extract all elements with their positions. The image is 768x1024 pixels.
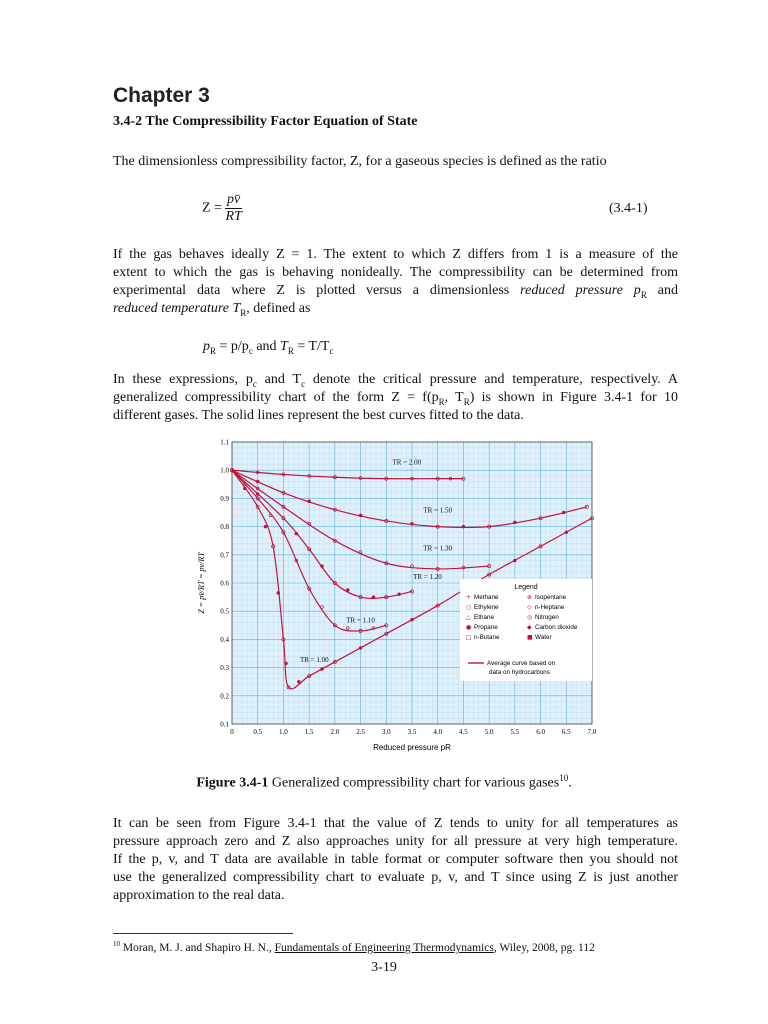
data-point	[562, 511, 565, 514]
x-tick-label: 7.0	[587, 728, 597, 736]
legend-item: n-Butane	[474, 634, 500, 641]
data-point	[297, 680, 300, 683]
data-point	[411, 618, 414, 621]
footnote-rule	[113, 933, 293, 934]
equation-3-4-1	[202, 192, 242, 225]
data-point	[398, 593, 401, 596]
data-point	[359, 514, 362, 517]
paragraph-2	[113, 246, 678, 318]
y-axis-label: Z = pv̄/RT = pv/RT	[197, 552, 206, 614]
data-point	[411, 522, 414, 525]
legend-item: Water	[535, 634, 552, 641]
x-tick-label: 2.5	[356, 728, 365, 736]
legend-item: Ethylene	[474, 604, 499, 611]
legend-marker: ○	[466, 604, 472, 611]
curve-label: TR = 1.10	[346, 616, 375, 625]
p3-line-3: different gases. The solid lines represent the best curves fitted to the data.	[113, 408, 524, 423]
caption-footnote-ref: 10	[559, 773, 569, 783]
legend-item: Ethane	[474, 614, 494, 621]
y-tick-label: 0.4	[220, 635, 229, 644]
intro-text: The dimensionless compressibility factor, Z, for a gaseous species is defined as the ratio	[113, 154, 607, 169]
y-tick-label: 0.3	[220, 664, 229, 673]
chart-legend	[460, 579, 592, 681]
eq1-numerator: pv̄	[227, 192, 241, 207]
p2-l3a: experimental data where Z is plotted versus a dimensionless	[113, 283, 521, 298]
p2-line-1: If the gas behaves ideally Z = 1. The extent to which Z differs from 1 is a measure of the	[113, 247, 678, 262]
p4-line-5: approximation to the real data.	[113, 888, 285, 903]
eq2-sub-c1: c	[248, 345, 253, 356]
x-tick-label: 0	[230, 728, 234, 736]
y-tick-label: 0.6	[220, 579, 229, 588]
caption-end: .	[568, 775, 572, 791]
p3-l2a: generalized compressibility chart of the form Z = f(p	[113, 390, 439, 405]
data-point	[565, 531, 568, 534]
x-tick-label: 3.0	[381, 728, 391, 736]
p2-sub-r2: R	[240, 307, 247, 318]
p2-l4b: , defined as	[246, 301, 311, 316]
legend-item: Carbon dioxide	[535, 624, 578, 631]
p3-l1c: denote the critical pressure and temperature, respectively. A	[305, 372, 678, 387]
legend-marker: □	[466, 634, 472, 641]
data-point	[256, 480, 259, 483]
legend-item: Methane	[474, 594, 499, 601]
curve-label: TR = 2.00	[392, 458, 422, 467]
eq2-p: p	[203, 339, 210, 354]
footnote-authors: Moran, M. J. and Shapiro H. N.,	[120, 941, 275, 954]
legend-marker: +	[466, 594, 472, 601]
x-tick-labels	[230, 728, 597, 736]
p3-line-2	[113, 389, 678, 407]
p2-reduced-pressure: reduced pressure p	[520, 283, 641, 298]
legend-marker: ■	[527, 634, 533, 641]
data-point	[372, 596, 375, 599]
reduced-definitions	[203, 339, 333, 356]
x-tick-label: 0.5	[253, 728, 263, 736]
y-tick-label: 1.0	[220, 466, 229, 475]
data-point	[295, 532, 298, 535]
data-point	[321, 668, 324, 671]
x-tick-label: 2.0	[330, 728, 340, 736]
legend-item: Isopentane	[535, 594, 567, 601]
legend-line-label-1: Average curve based on	[487, 660, 556, 667]
page-number: 3-19	[371, 960, 397, 975]
data-point	[308, 500, 311, 503]
x-tick-label: 5.5	[510, 728, 520, 736]
data-point	[285, 662, 288, 665]
legend-item: Nitrogen	[535, 614, 559, 621]
eq1-fraction	[225, 192, 241, 225]
eq1-denominator: RT	[225, 209, 242, 224]
curve-label: TR = 1.50	[423, 506, 453, 515]
y-tick-label: 0.2	[220, 692, 229, 701]
data-point	[462, 525, 465, 528]
p2-l3c: and	[646, 283, 678, 298]
p3-l1a: In these expressions, p	[113, 372, 253, 387]
eq2-mid2: = T/T	[293, 339, 330, 354]
p2-line-4	[113, 300, 678, 318]
curve-label: TR = 1.20	[413, 572, 442, 581]
y-tick-label: 0.8	[220, 523, 229, 532]
p2-reduced-temperature: reduced temperature T	[113, 301, 241, 316]
data-point	[243, 487, 246, 490]
legend-marker: ◆	[527, 624, 532, 631]
curve-label: TR = 1.30	[423, 544, 453, 553]
p3-l2c: ) is shown in Figure 3.4-1 for 10	[469, 390, 678, 405]
data-point	[513, 521, 516, 524]
x-axis-label: Reduced pressure pR	[373, 743, 451, 752]
p3-sub-r1: R	[438, 396, 445, 407]
caption-text: Generalized compressibility chart for various gases	[268, 775, 560, 791]
paragraph-3	[113, 371, 678, 425]
p4-line-1: It can be seen from Figure 3.4-1 that the value of Z tends to unity for all temperatures as	[113, 816, 678, 831]
data-point	[264, 525, 267, 528]
equation-number: (3.4-1)	[609, 201, 648, 216]
legend-line-label-2: data on hydrocarbons	[489, 669, 550, 676]
eq2-sub-r2: R	[287, 345, 294, 356]
legend-marker: △	[466, 614, 471, 621]
x-tick-label: 6.5	[561, 728, 571, 736]
data-point	[256, 493, 259, 496]
eq2-and: and	[252, 339, 281, 354]
footnote	[113, 940, 595, 954]
y-tick-label: 0.1	[220, 720, 229, 729]
eq1-lhs: Z =	[202, 200, 222, 216]
y-tick-label: 0.5	[220, 607, 229, 616]
x-tick-label: 6.0	[536, 728, 545, 736]
p4-line-3: If the p, v, and T data are available in table format or computer software then you should not	[113, 852, 678, 867]
footnote-publisher: , Wiley, 2008, pg. 112	[493, 941, 595, 954]
y-tick-label: 0.7	[220, 551, 229, 560]
legend-item: n-Heptane	[535, 604, 565, 611]
legend-marker: ●	[466, 624, 472, 631]
p2-sub-r: R	[640, 289, 647, 300]
figure-caption	[0, 773, 768, 792]
p4-line-2: pressure approach zero and Z also approaches unity for all pressure at very high temperature.	[113, 834, 678, 849]
y-tick-label: 1.1	[220, 438, 229, 447]
eq2-sub-r1: R	[210, 345, 217, 356]
footnote-number: 10	[113, 940, 120, 948]
footnote-book-title: Fundamentals of Engineering Thermodynamics	[274, 941, 494, 954]
eq2-t: T	[280, 339, 288, 354]
legend-item: Propane	[474, 624, 498, 631]
section-heading: 3.4-2 The Compressibility Factor Equation of State	[113, 114, 418, 129]
data-point	[346, 589, 349, 592]
x-tick-label: 4.0	[433, 728, 443, 736]
compressibility-chart	[190, 436, 610, 758]
y-tick-labels	[220, 439, 229, 729]
x-tick-label: 1.0	[279, 728, 288, 736]
p3-sub-r2: R	[463, 396, 470, 407]
curve-label: TR = 1.00	[299, 655, 329, 664]
y-tick-label: 0.9	[220, 494, 229, 503]
x-tick-label: 3.5	[407, 728, 417, 736]
data-point	[277, 591, 280, 594]
p2-line-2: extent to which the gas is behaving nonideally. The compressibility can be determined from	[113, 265, 678, 280]
data-point	[513, 559, 516, 562]
p2-line-3	[113, 282, 678, 300]
p4-line-4: use the generalized compressibility chart to evaluate p, v, and T since using Z is just another	[113, 870, 678, 885]
data-point	[359, 646, 362, 649]
chapter-title: Chapter 3	[113, 84, 210, 107]
legend-marker: ◇	[527, 604, 532, 611]
caption-label: Figure 3.4-1	[196, 775, 269, 791]
x-tick-label: 4.5	[459, 728, 468, 736]
p3-l2b: , T	[444, 390, 464, 405]
eq2-sub-c2: c	[329, 345, 334, 356]
p3-sub-c1: c	[252, 378, 257, 389]
legend-title: Legend	[514, 584, 538, 591]
eq2-mid1: = p/p	[216, 339, 249, 354]
p3-line-1	[113, 371, 678, 389]
legend-marker: ⊗	[527, 594, 533, 601]
paragraph-4	[113, 815, 678, 905]
data-point	[321, 565, 324, 568]
x-tick-label: 5.0	[484, 728, 494, 736]
legend-marker: ◎	[527, 614, 533, 621]
p3-l1b: and T	[256, 372, 302, 387]
x-tick-label: 1.5	[304, 728, 314, 736]
intro-paragraph	[113, 153, 678, 171]
p3-sub-c2: c	[301, 378, 306, 389]
